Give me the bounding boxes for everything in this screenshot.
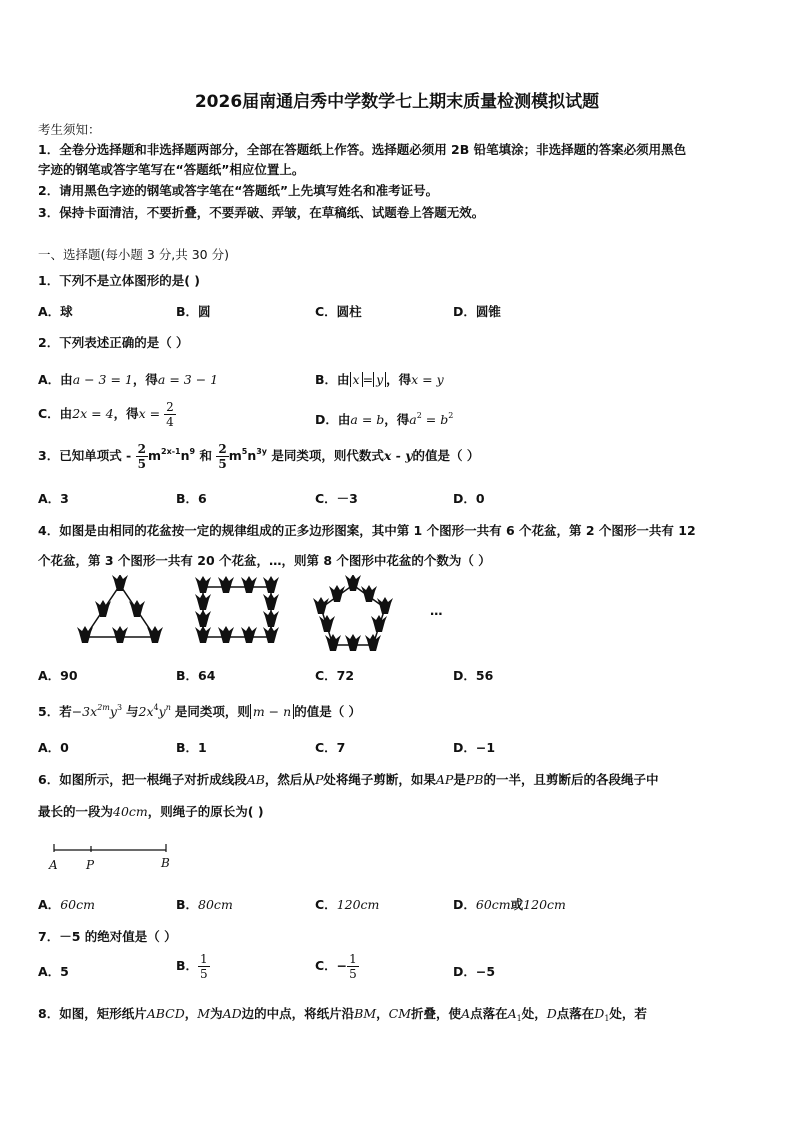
q6-option-a: A．60cm [38,897,95,912]
q3-option-c: C．－3 [315,491,358,506]
triangle-pattern [77,575,163,643]
q7-option-b: B． $\frac{1}{5}$ [176,952,208,981]
q7-option-d: D．−5 [453,964,496,979]
q1-option-b: B．圆 [176,304,211,319]
segment-ab-figure [45,840,180,872]
q1-option-d: D．圆锥 [453,304,501,319]
question-6-line-1: 6．如图所示，把一根绳子对折成线段AB，然后从P处将绳子剪断，如果AP是PB的一半，且剪断后的各段绳子中 [38,772,659,787]
point-a-label: A [49,858,58,872]
question-4-line-2: 个花盆，第 3 个图形一共有 20 个花盆，…，则第 8 个图形中花盆的个数为（ ） [38,553,491,568]
notice-line-4: 3．保持卡面清洁，不要折叠，不要弄破、弄皱，在草稿纸、试题卷上答题无效。 [38,205,485,220]
q1-option-a: A．球 [38,304,73,319]
q6-option-c: C．120cm [315,897,380,912]
notice-heading: 考生须知： [38,122,101,137]
q3-option-a: A．3 [38,491,69,506]
notice-line-2: 字迹的钢笔或答字笔写在“答题纸”相应位置上。 [38,162,305,177]
q5-option-b: B．1 [176,740,207,755]
question-3-stem: 3．已知单项式 - $\frac{2}{5}$ $m^{2x-1}n^9$ 和 $\frac{2}{5}$ $m^5n^{3y}$ 是同类项，则代数式x - y的值是（ ） [38,442,480,471]
question-5-stem: 5．若$-3x^{2m}y^3$ 与$2x^4y^n$ 是同类项，则 m − n 的值是（ ） [38,703,362,719]
q3-option-d: D．0 [453,491,485,506]
notice-line-1: 1．全卷分选择题和非选择题两部分，全部在答题纸上作答。选择题必须用 2B 铅笔填涂；非选择题的答案必须用黑色 [38,142,687,157]
question-1-stem: 1．下列不是立体图形的是( ) [38,273,200,288]
q4-option-a: A．90 [38,668,78,683]
q6-option-b: B．80cm [176,897,233,912]
question-8-stem: 8．如图，矩形纸片ABCD，M为AD边的中点，将纸片沿BM，CM折叠，使A点落在$A_1$处，D点落在$D_1$处，若 [38,1006,647,1023]
question-4-line-1: 4．如图是由相同的花盆按一定的规律组成的正多边形图案，其中第 1 个图形一共有 6 个花盆，第 2 个图形一共有 12 [38,523,696,538]
q4-option-b: B．64 [176,668,216,683]
q2-option-b: B．由 x = y ，得x = y [315,372,444,387]
point-b-label: B [161,856,170,870]
section-heading: 一、选择题(每小题 3 分,共 30 分) [38,247,229,262]
page-title: 2026届南通启秀中学数学七上期末质量检测模拟试题 [194,92,600,112]
pentagon-pattern [313,575,393,651]
q5-option-a: A．0 [38,740,69,755]
pattern-ellipsis: … [430,603,443,618]
q2-option-d: D．由a = b，得$a^2 = b^2$ [315,411,454,427]
square-pattern [195,576,279,643]
q7-option-a: A．5 [38,964,69,979]
q2-option-c: C．由2x = 4，得x = $\frac{2}{4}$ [38,400,174,429]
q5-option-c: C．7 [315,740,346,755]
q6-option-d: D．60cm或120cm [453,897,566,912]
q5-option-d: D．−1 [453,740,496,755]
q1-option-c: C．圆柱 [315,304,362,319]
q7-option-c: C．− $\frac{1}{5}$ [315,952,357,981]
flowerpot-patterns-figure [60,575,460,655]
notice-line-3: 2．请用黑色字迹的钢笔或答字笔在“答题纸”上先填写姓名和准考证号。 [38,183,439,198]
q4-option-d: D．56 [453,668,494,683]
question-2-stem: 2．下列表述正确的是（ ） [38,335,189,350]
q3-option-b: B．6 [176,491,207,506]
question-6-line-2: 最长的一段为40cm，则绳子的原长为( ) [38,804,264,819]
question-7-stem: 7．－5 的绝对值是（ ） [38,929,177,944]
point-p-label: P [86,858,95,872]
q4-option-c: C．72 [315,668,355,683]
q2-option-a: A．由a − 3 = 1，得a = 3 − 1 [38,372,219,387]
